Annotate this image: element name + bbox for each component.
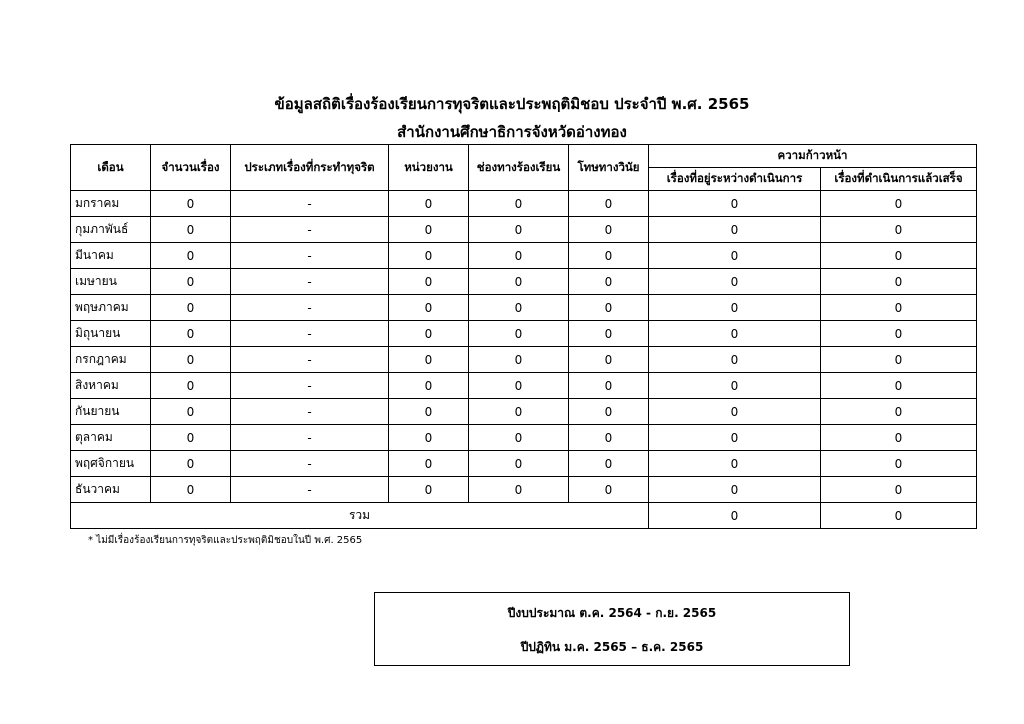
cell-agency: 0 bbox=[389, 477, 469, 503]
cell-count: 0 bbox=[151, 399, 231, 425]
cell-in-progress: 0 bbox=[649, 217, 821, 243]
cell-type: - bbox=[231, 191, 389, 217]
cell-count: 0 bbox=[151, 269, 231, 295]
table-row bbox=[71, 399, 977, 425]
budget-year-label: ปีงบประมาณ ต.ค. 2564 - ก.ย. 2565 bbox=[507, 606, 717, 620]
cell-channel: 0 bbox=[469, 191, 569, 217]
cell-agency: 0 bbox=[389, 269, 469, 295]
cell-type: - bbox=[231, 399, 389, 425]
cell-month: กุมภาพันธ์ bbox=[71, 217, 151, 243]
cell-month: สิงหาคม bbox=[71, 373, 151, 399]
cell-agency: 0 bbox=[389, 243, 469, 269]
cell-in-progress: 0 bbox=[649, 347, 821, 373]
cell-in-progress: 0 bbox=[649, 399, 821, 425]
cell-penalty: 0 bbox=[569, 269, 649, 295]
cell-type: - bbox=[231, 425, 389, 451]
cell-penalty: 0 bbox=[569, 373, 649, 399]
table-row bbox=[71, 295, 977, 321]
cell-agency: 0 bbox=[389, 373, 469, 399]
cell-in-progress: 0 bbox=[649, 373, 821, 399]
cell-in-progress: 0 bbox=[649, 321, 821, 347]
cell-channel: 0 bbox=[469, 347, 569, 373]
cell-channel: 0 bbox=[469, 243, 569, 269]
document-title: ข้อมูลสถิติเรื่องร้องเรียนการทุจริตและประพฤติมิชอบ ประจำปี พ.ศ. 2565 bbox=[274, 95, 750, 113]
calendar-year-label: ปีปฏิทิน ม.ค. 2565 – ธ.ค. 2565 bbox=[520, 640, 704, 654]
cell-completed: 0 bbox=[821, 243, 977, 269]
cell-completed: 0 bbox=[821, 269, 977, 295]
cell-month: พฤษภาคม bbox=[71, 295, 151, 321]
cell-completed: 0 bbox=[821, 477, 977, 503]
cell-channel: 0 bbox=[469, 295, 569, 321]
cell-penalty: 0 bbox=[569, 191, 649, 217]
total-label: รวม bbox=[71, 503, 649, 529]
cell-agency: 0 bbox=[389, 399, 469, 425]
table-row bbox=[71, 191, 977, 217]
header-month: เดือน bbox=[71, 145, 151, 191]
cell-type: - bbox=[231, 321, 389, 347]
cell-penalty: 0 bbox=[569, 347, 649, 373]
table-row bbox=[71, 269, 977, 295]
cell-completed: 0 bbox=[821, 451, 977, 477]
cell-month: กันยายน bbox=[71, 399, 151, 425]
cell-type: - bbox=[231, 477, 389, 503]
cell-in-progress: 0 bbox=[649, 451, 821, 477]
cell-count: 0 bbox=[151, 347, 231, 373]
cell-agency: 0 bbox=[389, 217, 469, 243]
total-in-progress: 0 bbox=[649, 503, 821, 529]
cell-channel: 0 bbox=[469, 373, 569, 399]
cell-type: - bbox=[231, 295, 389, 321]
cell-in-progress: 0 bbox=[649, 191, 821, 217]
cell-agency: 0 bbox=[389, 425, 469, 451]
cell-month: มกราคม bbox=[71, 191, 151, 217]
cell-channel: 0 bbox=[469, 451, 569, 477]
footnote: * ไม่มีเรื่องร้องเรียนการทุจริตและประพฤติมิชอบในปี พ.ศ. 2565 bbox=[88, 535, 363, 546]
cell-count: 0 bbox=[151, 295, 231, 321]
cell-count: 0 bbox=[151, 321, 231, 347]
cell-channel: 0 bbox=[469, 269, 569, 295]
table-row bbox=[71, 243, 977, 269]
cell-penalty: 0 bbox=[569, 477, 649, 503]
cell-penalty: 0 bbox=[569, 451, 649, 477]
cell-month: เมษายน bbox=[71, 269, 151, 295]
cell-penalty: 0 bbox=[569, 295, 649, 321]
header-penalty: โทษทางวินัย bbox=[569, 145, 649, 191]
cell-type: - bbox=[231, 451, 389, 477]
cell-completed: 0 bbox=[821, 295, 977, 321]
cell-type: - bbox=[231, 373, 389, 399]
cell-in-progress: 0 bbox=[649, 243, 821, 269]
cell-agency: 0 bbox=[389, 295, 469, 321]
total-completed: 0 bbox=[821, 503, 977, 529]
header-completed: เรื่องที่ดำเนินการแล้วเสร็จ bbox=[821, 168, 977, 191]
cell-channel: 0 bbox=[469, 477, 569, 503]
header-type: ประเภทเรื่องที่กระทำทุจริต bbox=[231, 145, 389, 191]
cell-type: - bbox=[231, 269, 389, 295]
cell-in-progress: 0 bbox=[649, 295, 821, 321]
cell-in-progress: 0 bbox=[649, 425, 821, 451]
cell-channel: 0 bbox=[469, 425, 569, 451]
cell-penalty: 0 bbox=[569, 425, 649, 451]
cell-type: - bbox=[231, 217, 389, 243]
cell-agency: 0 bbox=[389, 191, 469, 217]
table-row bbox=[71, 425, 977, 451]
table-row bbox=[71, 373, 977, 399]
cell-penalty: 0 bbox=[569, 321, 649, 347]
cell-agency: 0 bbox=[389, 347, 469, 373]
cell-count: 0 bbox=[151, 373, 231, 399]
cell-month: มิถุนายน bbox=[71, 321, 151, 347]
document-subtitle: สำนักงานศึกษาธิการจังหวัดอ่างทอง bbox=[397, 123, 627, 141]
table-row bbox=[71, 347, 977, 373]
cell-month: ตุลาคม bbox=[71, 425, 151, 451]
cell-month: พฤศจิกายน bbox=[71, 451, 151, 477]
cell-completed: 0 bbox=[821, 321, 977, 347]
cell-month: กรกฎาคม bbox=[71, 347, 151, 373]
cell-month: มีนาคม bbox=[71, 243, 151, 269]
header-channel: ช่องทางร้องเรียน bbox=[469, 145, 569, 191]
header-count: จำนวนเรื่อง bbox=[151, 145, 231, 191]
table-row bbox=[71, 321, 977, 347]
table-row bbox=[71, 217, 977, 243]
period-box bbox=[374, 592, 850, 666]
table-row bbox=[71, 451, 977, 477]
header-agency: หน่วยงาน bbox=[389, 145, 469, 191]
cell-completed: 0 bbox=[821, 347, 977, 373]
cell-agency: 0 bbox=[389, 451, 469, 477]
cell-completed: 0 bbox=[821, 425, 977, 451]
complaint-statistics-table bbox=[70, 144, 977, 529]
cell-completed: 0 bbox=[821, 191, 977, 217]
cell-in-progress: 0 bbox=[649, 477, 821, 503]
cell-month: ธันวาคม bbox=[71, 477, 151, 503]
cell-count: 0 bbox=[151, 425, 231, 451]
cell-penalty: 0 bbox=[569, 399, 649, 425]
cell-penalty: 0 bbox=[569, 243, 649, 269]
cell-type: - bbox=[231, 347, 389, 373]
cell-in-progress: 0 bbox=[649, 269, 821, 295]
header-progress: ความก้าวหน้า bbox=[649, 145, 977, 168]
cell-channel: 0 bbox=[469, 217, 569, 243]
cell-completed: 0 bbox=[821, 217, 977, 243]
cell-penalty: 0 bbox=[569, 217, 649, 243]
cell-channel: 0 bbox=[469, 321, 569, 347]
cell-agency: 0 bbox=[389, 321, 469, 347]
cell-count: 0 bbox=[151, 191, 231, 217]
cell-count: 0 bbox=[151, 243, 231, 269]
cell-completed: 0 bbox=[821, 373, 977, 399]
cell-count: 0 bbox=[151, 451, 231, 477]
cell-channel: 0 bbox=[469, 399, 569, 425]
cell-count: 0 bbox=[151, 217, 231, 243]
cell-type: - bbox=[231, 243, 389, 269]
cell-count: 0 bbox=[151, 477, 231, 503]
header-in-progress: เรื่องที่อยู่ระหว่างดำเนินการ bbox=[649, 168, 821, 191]
table-row bbox=[71, 477, 977, 503]
cell-completed: 0 bbox=[821, 399, 977, 425]
total-row bbox=[71, 503, 977, 529]
